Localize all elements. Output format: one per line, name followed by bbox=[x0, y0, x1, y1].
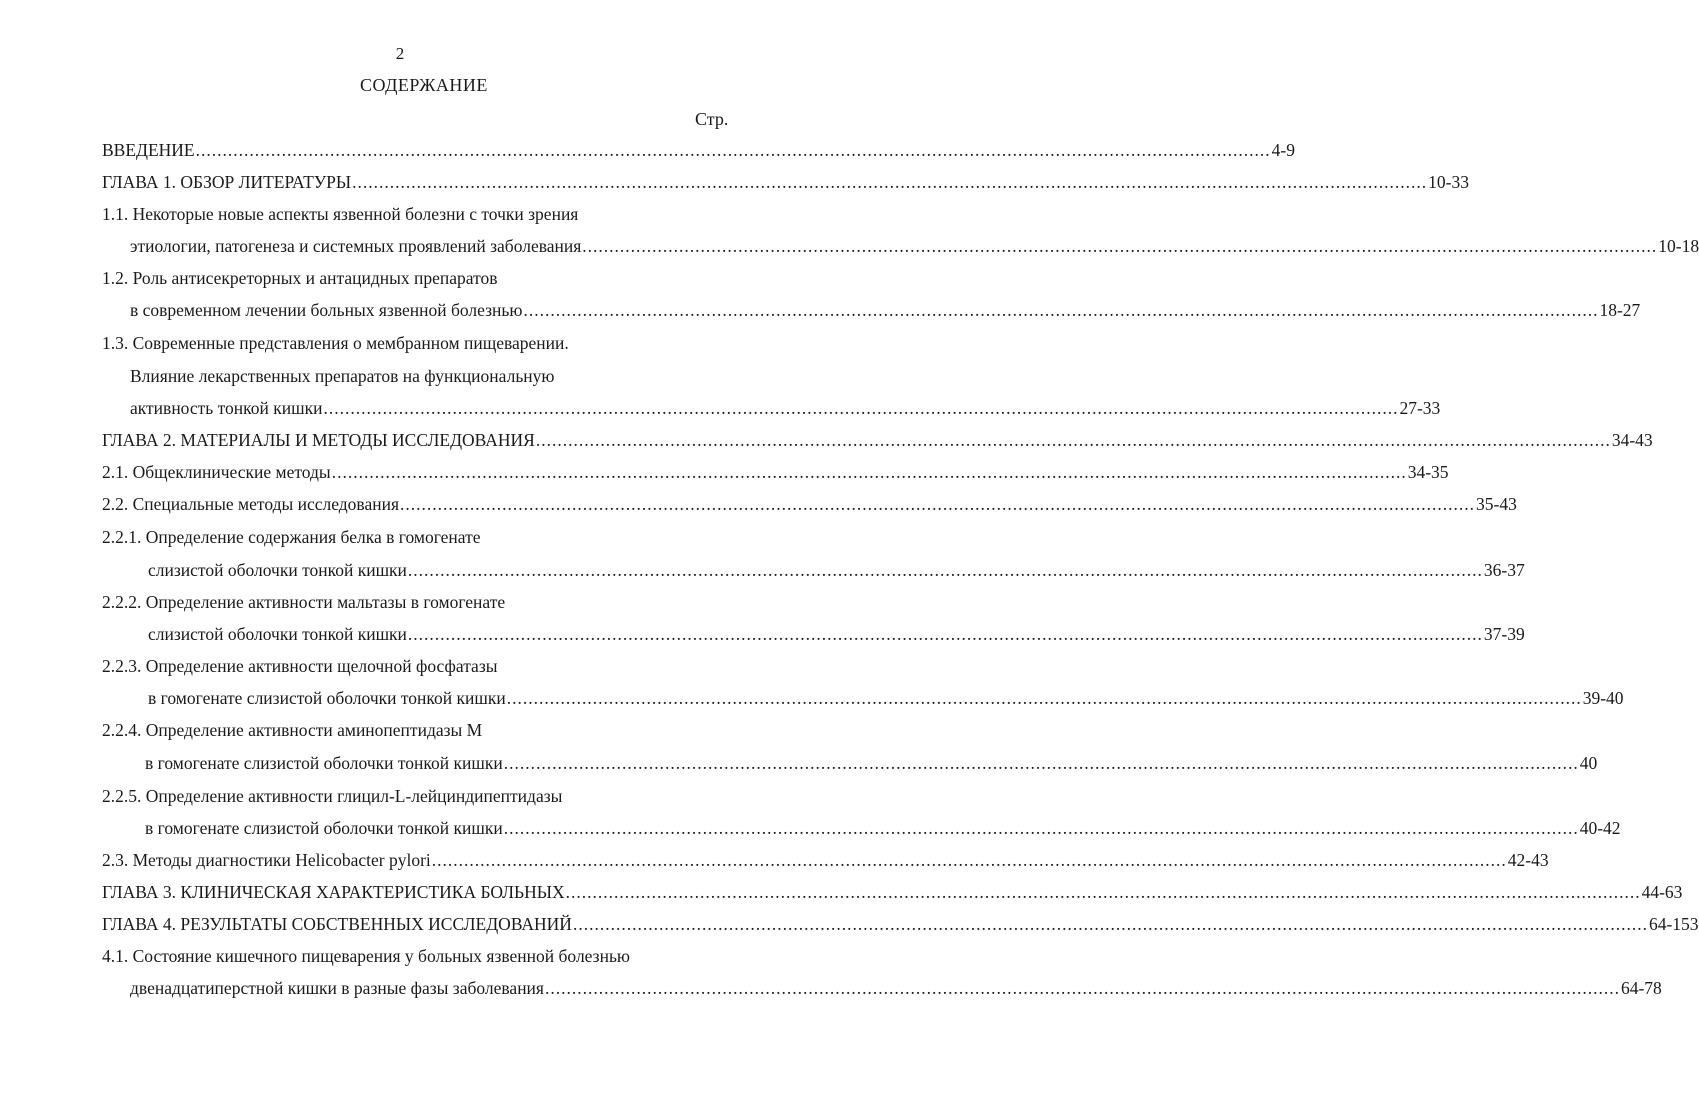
toc-entry-text: слизистой оболочки тонкой кишки bbox=[148, 560, 407, 580]
toc-entry bbox=[102, 589, 780, 615]
toc-entry-pages: 64-78 bbox=[1620, 978, 1662, 998]
toc-entry-pages: 10-18 bbox=[1658, 236, 1699, 256]
toc-entry-text: 2.2.3. Определение активности щелочной фосфатазы bbox=[102, 656, 498, 676]
toc-entry-pages: 42-43 bbox=[1507, 850, 1549, 870]
toc-entry-text: ГЛАВА 3. КЛИНИЧЕСКАЯ ХАРАКТЕРИСТИКА БОЛЬНЫХ bbox=[102, 882, 565, 902]
toc-entry bbox=[102, 653, 780, 679]
toc-entry bbox=[148, 621, 1525, 647]
toc-entry-text: 1.2. Роль антисекреторных и антацидных препаратов bbox=[102, 268, 498, 288]
dot-leader: ........................................................................................................................................................................................................ bbox=[565, 882, 1641, 902]
toc-entry-pages: 4-9 bbox=[1271, 140, 1295, 160]
toc-entry bbox=[102, 169, 1469, 195]
toc-entry-text: 2.2. Специальные методы исследования bbox=[102, 494, 400, 514]
toc-entry-pages: 44-63 bbox=[1641, 882, 1683, 902]
dot-leader: ........................................................................................................................................................................................................ bbox=[407, 624, 1483, 644]
toc-entry-text: в современном лечении больных язвенной болезнью bbox=[130, 300, 523, 320]
dot-leader: ........................................................................................................................................................................................................ bbox=[535, 430, 1611, 450]
toc-entry bbox=[145, 750, 1598, 776]
toc-entry bbox=[130, 363, 780, 389]
toc-entry bbox=[102, 265, 780, 291]
toc-entry-text: ГЛАВА 1. ОБЗОР ЛИТЕРАТУРЫ bbox=[102, 172, 352, 192]
toc-entry-text: слизистой оболочки тонкой кишки bbox=[148, 624, 407, 644]
toc-entry-pages: 27-33 bbox=[1399, 398, 1441, 418]
toc-entry bbox=[102, 427, 1653, 453]
toc-entry bbox=[102, 201, 780, 227]
toc-entry bbox=[102, 524, 780, 550]
toc-entry-text: 2.2.5. Определение активности глицил-L-лейциндипептидазы bbox=[102, 786, 563, 806]
toc-entry bbox=[102, 459, 1449, 485]
dot-leader: ........................................................................................................................................................................................................ bbox=[523, 300, 1599, 320]
toc-entry-text: активность тонкой кишки bbox=[130, 398, 323, 418]
toc-entry bbox=[102, 847, 1549, 873]
toc-entry-text: 2.2.2. Определение активности мальтазы в гомогенате bbox=[102, 592, 506, 612]
toc-entry-pages: 37-39 bbox=[1483, 624, 1525, 644]
toc-entry-text: 2.2.4. Определение активности аминопептидазы М bbox=[102, 720, 483, 740]
dot-leader: ........................................................................................................................................................................................................ bbox=[544, 978, 1620, 998]
dot-leader: ........................................................................................................................................................................................................ bbox=[407, 560, 1483, 580]
toc-entry-text: в гомогенате слизистой оболочки тонкой кишки bbox=[148, 688, 506, 708]
toc-entry-text: 2.2.1. Определение содержания белка в гомогенате bbox=[102, 527, 481, 547]
toc-entry-pages: 40-42 bbox=[1579, 818, 1621, 838]
dot-leader: ........................................................................................................................................................................................................ bbox=[352, 172, 1428, 192]
dot-leader: ........................................................................................................................................................................................................ bbox=[582, 236, 1658, 256]
dot-leader: ........................................................................................................................................................................................................ bbox=[431, 850, 1507, 870]
toc-entry bbox=[102, 943, 780, 969]
toc-entry-text: Влияние лекарственных препаратов на функциональную bbox=[130, 366, 555, 386]
toc-entry-pages: 35-43 bbox=[1476, 494, 1517, 514]
pages-column-header: Стр. bbox=[695, 109, 729, 129]
dot-leader: ........................................................................................................................................................................................................ bbox=[331, 462, 1407, 482]
toc-entry bbox=[102, 783, 780, 809]
toc-entry-text: ВВЕДЕНИЕ bbox=[102, 140, 195, 160]
dot-leader: ........................................................................................................................................................................................................ bbox=[400, 494, 1476, 514]
toc-entry-text: ГЛАВА 4. РЕЗУЛЬТАТЫ СОБСТВЕННЫХ ИССЛЕДОВАНИЙ bbox=[102, 914, 572, 934]
toc-entry-text: ГЛАВА 2. МАТЕРИАЛЫ И МЕТОДЫ ИССЛЕДОВАНИЯ bbox=[102, 430, 535, 450]
toc-entry-text: в гомогенате слизистой оболочки тонкой кишки bbox=[145, 753, 503, 773]
toc-entry-pages: 10-33 bbox=[1428, 172, 1469, 192]
page-title: СОДЕРЖАНИЕ bbox=[360, 75, 488, 95]
dot-leader: ........................................................................................................................................................................................................ bbox=[572, 914, 1648, 934]
toc-entry bbox=[102, 330, 780, 356]
toc-entry-text: 1.3. Современные представления о мембранном пищеварении. bbox=[102, 333, 569, 353]
toc-entry-text: 1.1. Некоторые новые аспекты язвенной болезни с точки зрения bbox=[102, 204, 579, 224]
toc-entry-text: 4.1. Состояние кишечного пищеварения у больных язвенной болезнью bbox=[102, 946, 630, 966]
toc-entry-text: 2.1. Общеклинические методы bbox=[102, 462, 331, 482]
toc-entry bbox=[148, 685, 1624, 711]
toc-entry-pages: 36-37 bbox=[1483, 560, 1525, 580]
toc-entry-text: двенадцатиперстной кишки в разные фазы заболевания bbox=[130, 978, 544, 998]
dot-leader: ........................................................................................................................................................................................................ bbox=[503, 753, 1579, 773]
toc-entry bbox=[130, 975, 1662, 1001]
toc-entry-pages: 64-153 bbox=[1648, 914, 1699, 934]
toc-entry-pages: 34-43 bbox=[1611, 430, 1653, 450]
toc-entry bbox=[102, 911, 1699, 937]
dot-leader: ........................................................................................................................................................................................................ bbox=[195, 140, 1271, 160]
dot-leader: ........................................................................................................................................................................................................ bbox=[323, 398, 1399, 418]
page-number: 2 bbox=[395, 44, 405, 63]
toc-entry bbox=[130, 395, 1441, 421]
toc-entry bbox=[145, 815, 1621, 841]
toc-entry-text: этиологии, патогенеза и системных проявлений заболевания bbox=[130, 236, 582, 256]
toc-entry bbox=[148, 557, 1525, 583]
toc-entry bbox=[130, 297, 1641, 323]
toc-entry-pages: 40 bbox=[1579, 753, 1598, 773]
toc-entry bbox=[102, 137, 1295, 163]
toc-entry-text: в гомогенате слизистой оболочки тонкой кишки bbox=[145, 818, 503, 838]
toc-entry bbox=[102, 491, 1517, 517]
dot-leader: ........................................................................................................................................................................................................ bbox=[503, 818, 1579, 838]
toc-entry-pages: 18-27 bbox=[1599, 300, 1641, 320]
toc-entry bbox=[102, 879, 1683, 905]
dot-leader: ........................................................................................................................................................................................................ bbox=[506, 688, 1582, 708]
toc-entry bbox=[130, 233, 1699, 259]
toc-entry-pages: 34-35 bbox=[1407, 462, 1449, 482]
toc-entry-pages: 39-40 bbox=[1582, 688, 1624, 708]
toc-entry-text: 2.3. Методы диагностики Helicobacter pylori bbox=[102, 850, 431, 870]
toc-entry bbox=[102, 717, 780, 743]
